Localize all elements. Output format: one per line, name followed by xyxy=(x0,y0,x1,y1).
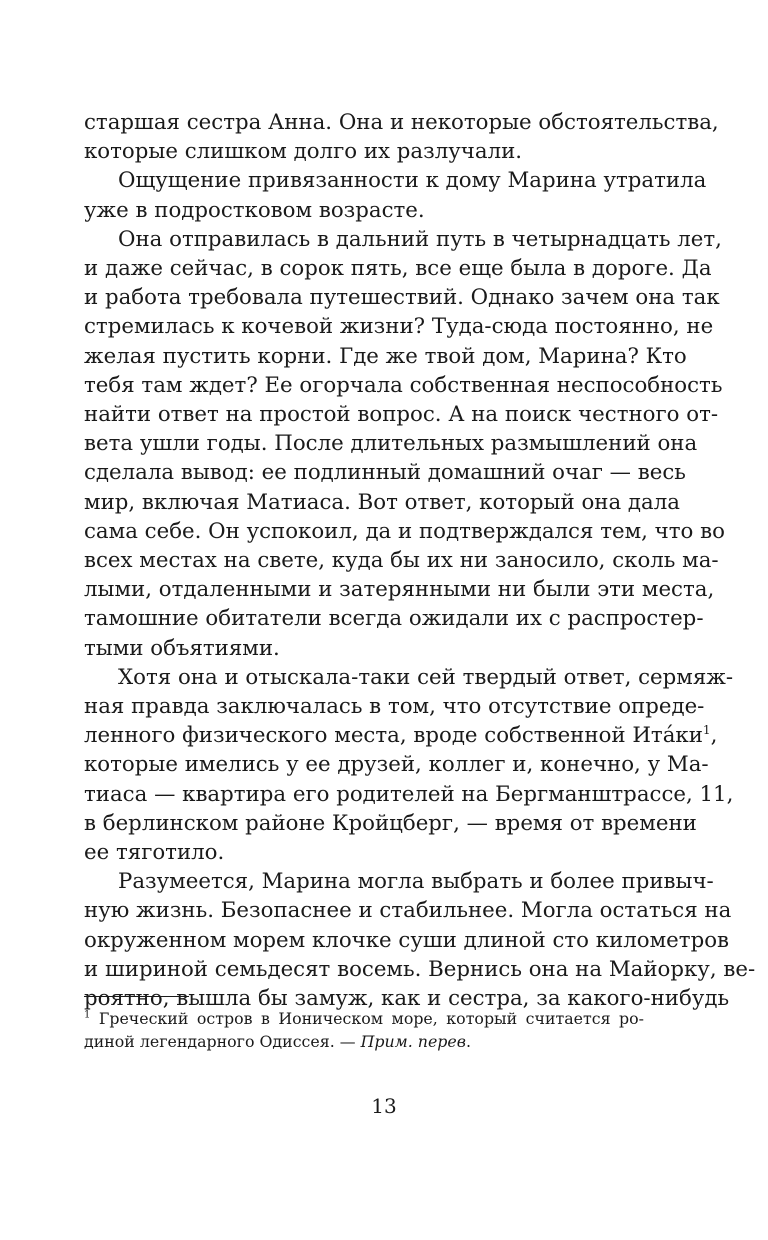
text-line: всех местах на свете, куда бы их ни заносило, сколь ма- xyxy=(84,548,719,574)
text-line: роятно, вышла бы замуж, как и сестра, за какого-нибудь xyxy=(84,986,730,1012)
body-text xyxy=(84,108,756,1013)
text-line: и работа требовала путешествий. Однако зачем она так xyxy=(84,285,720,311)
text-line: тыми объятиями. xyxy=(84,635,280,661)
footnote-line xyxy=(84,1007,644,1030)
text-line: мир, включая Матиаса. Вот ответ, который она дала xyxy=(84,489,680,515)
text-line-segment: ленного физического места, вроде собственной Ита́ки xyxy=(84,723,703,749)
footnote-reference-punctuation: , xyxy=(710,723,718,749)
translator-note: Прим. перев xyxy=(360,1032,466,1051)
text-line: сама себе. Он успокоил, да и подтверждался тем, что во xyxy=(84,518,725,544)
text-line: и даже сейчас, в сорок пять, все еще была в дороге. Да xyxy=(84,256,712,282)
paragraph-start-line: Хотя она и отыскала-таки сей твердый ответ, сермяж- xyxy=(118,664,734,690)
text-line: окруженном морем клочке суши длиной сто километров xyxy=(84,927,730,953)
paragraph-start-line: Разумеется, Марина могла выбрать и более привыч- xyxy=(118,869,714,895)
text-line: которые имелись у ее друзей, коллег и, конечно, у Ма- xyxy=(84,752,709,778)
footnote-line xyxy=(84,1030,644,1053)
text-line: вета ушли годы. После длительных размышлений она xyxy=(84,431,698,457)
text-line: тиаса — квартира его родителей на Бергманштрассе, 11, xyxy=(84,781,734,807)
text-line-with-footnote xyxy=(84,721,718,750)
text-line: сделала вывод: ее подлинный домашний очаг — весь xyxy=(84,460,686,486)
paragraph-start-line: Ощущение привязанности к дому Марина утратила xyxy=(118,168,707,194)
footnote xyxy=(84,1007,644,1053)
footnote-marker: 1 xyxy=(84,1009,91,1021)
footnote-separator xyxy=(84,996,189,997)
footnote-text: диной легендарного Одиссея. — xyxy=(84,1032,361,1051)
text-line: желая пустить корни. Где же твой дом, Марина? Кто xyxy=(84,343,687,369)
footnote-end: . xyxy=(465,1032,471,1051)
text-line: в берлинском районе Кройцберг, — время от времени xyxy=(84,810,697,836)
footnote-text: Греческий остров в Ионическом море, который считается ро- xyxy=(98,1009,644,1028)
text-line: которые слишком долго их разлучали. xyxy=(84,139,523,165)
text-line: ная правда заключалась в том, что отсутствие опреде- xyxy=(84,694,705,720)
footnote-reference: 1 xyxy=(702,723,711,738)
text-line: найти ответ на простой вопрос. А на поиск честного от- xyxy=(84,402,719,428)
text-line: стремилась к кочевой жизни? Туда-сюда постоянно, не xyxy=(84,314,714,340)
page-number: 13 xyxy=(371,1094,397,1118)
text-line: уже в подростковом возрасте. xyxy=(84,197,425,223)
text-line: и шириной семьдесят восемь. Вернись она на Майорку, ве- xyxy=(84,956,756,982)
paragraph-start-line: Она отправилась в дальний путь в четырнадцать лет, xyxy=(118,226,722,252)
text-line: ную жизнь. Безопаснее и стабильнее. Могла остаться на xyxy=(84,898,732,924)
text-line: ее тяготило. xyxy=(84,840,225,866)
text-line: старшая сестра Анна. Она и некоторые обстоятельства, xyxy=(84,110,719,135)
text-line: тебя там ждет? Ее огорчала собственная неспособность xyxy=(84,372,723,398)
text-line: тамошние обитатели всегда ожидали их с распростер- xyxy=(84,606,704,632)
text-line: лыми, отдаленными и затерянными ни были эти места, xyxy=(84,577,715,603)
